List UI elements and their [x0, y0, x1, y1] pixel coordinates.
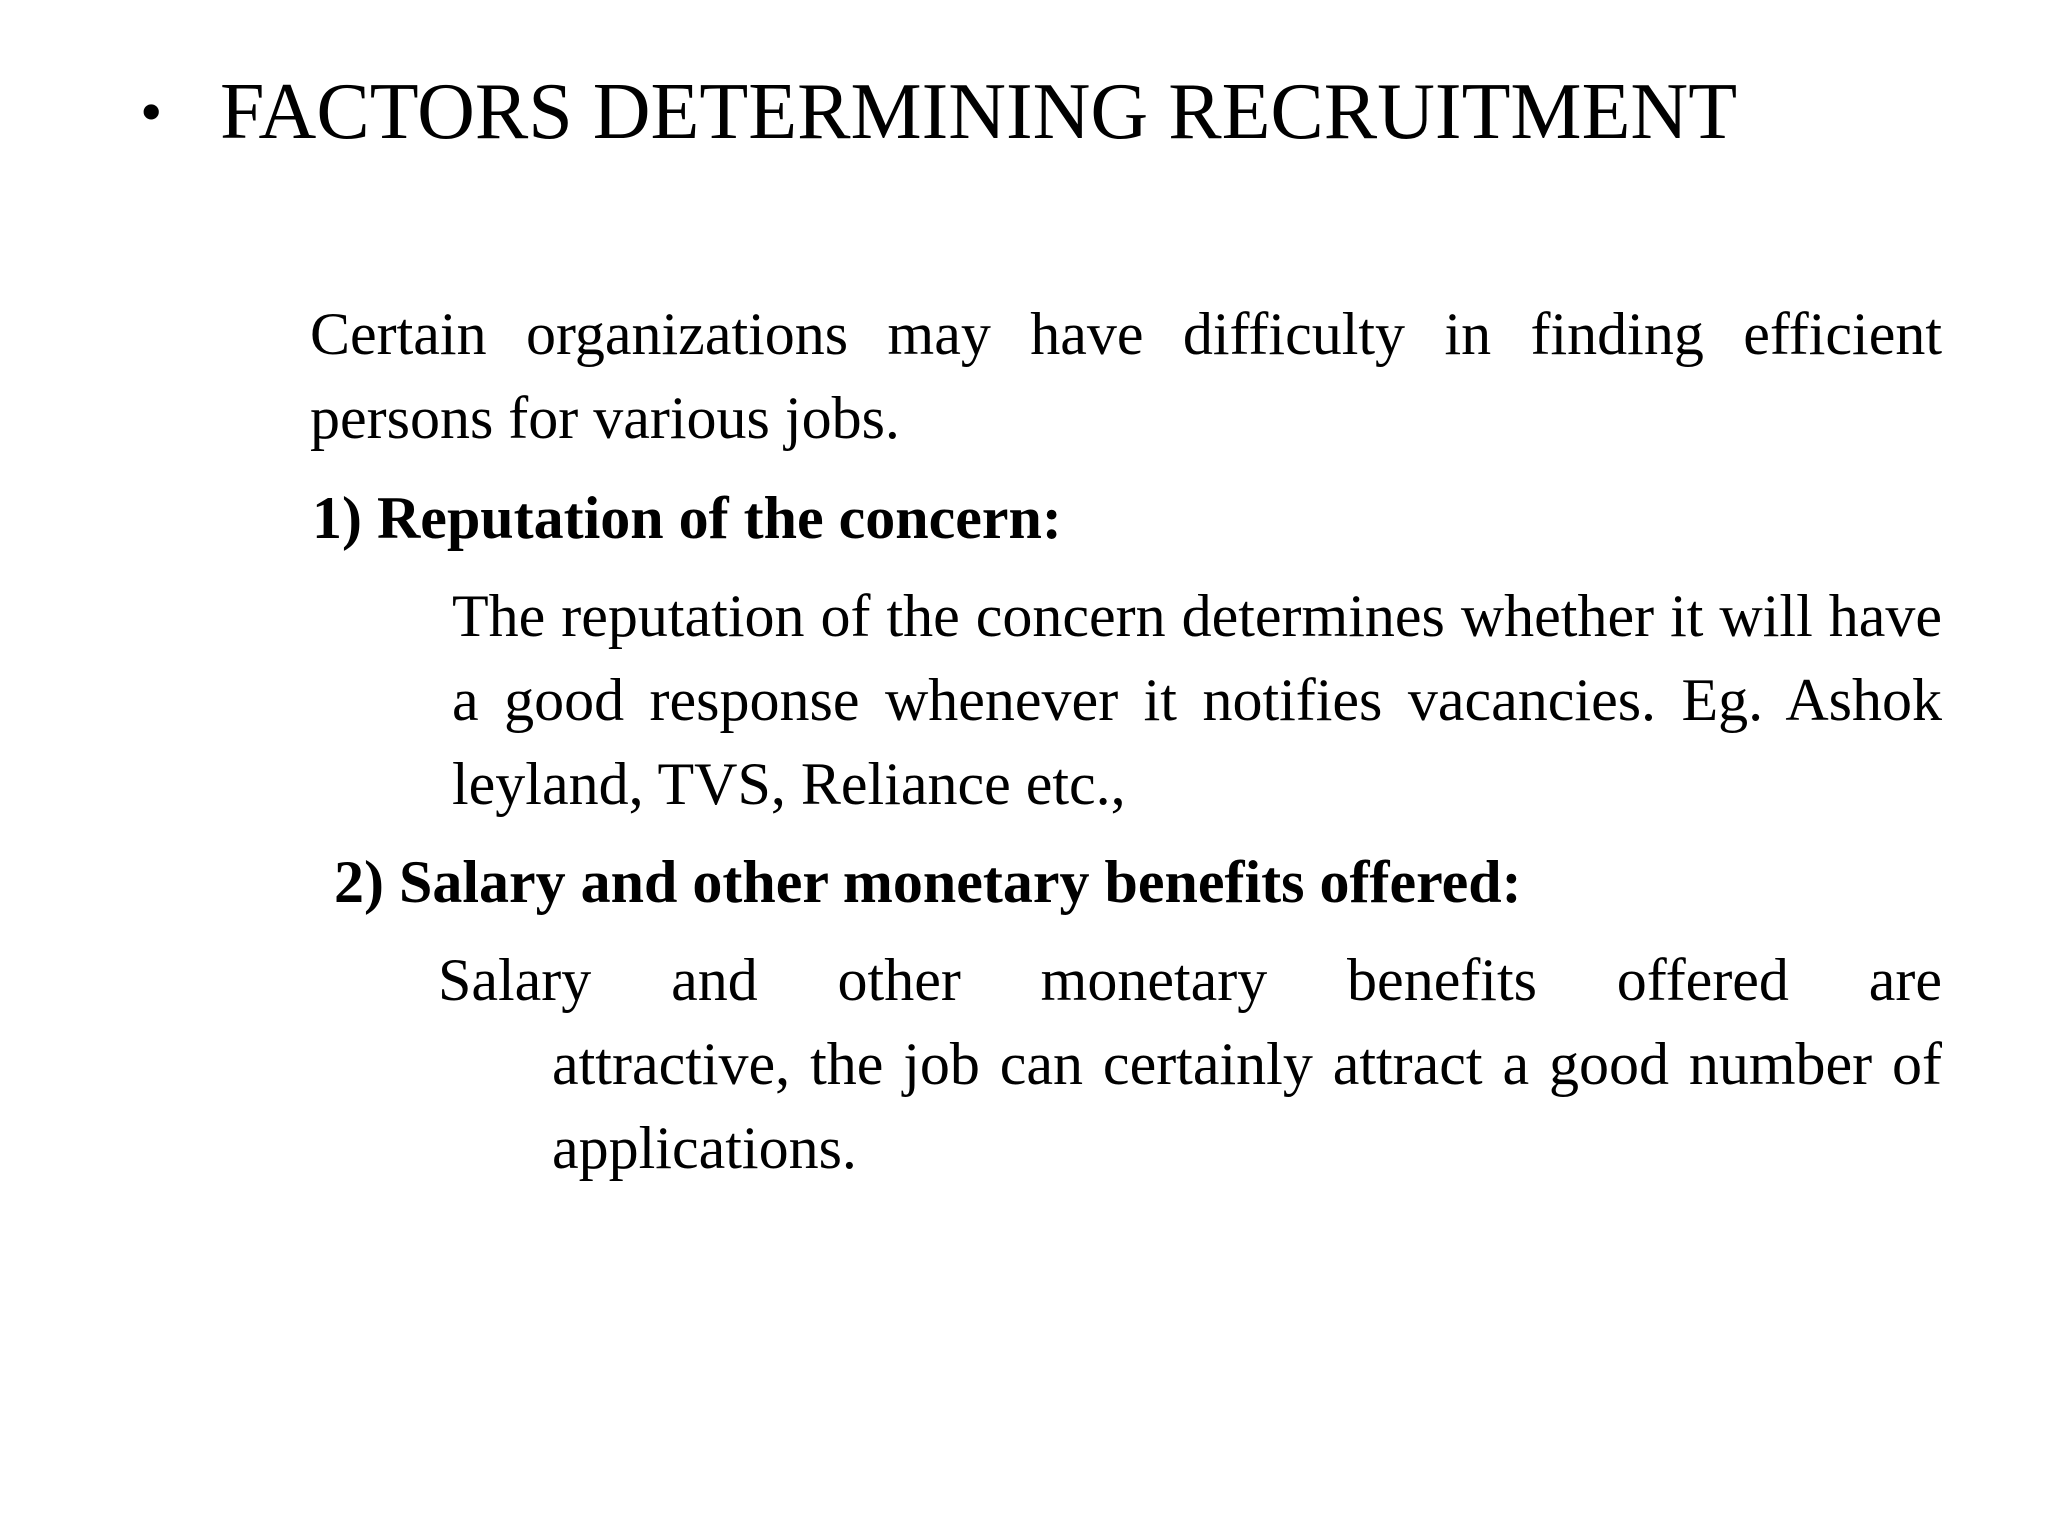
factor-heading-salary: 2) Salary and other monetary benefits offered: — [334, 849, 1522, 915]
factor-body-reputation: The reputation of the concern determines whether it will have a good response whenever it notifies vacancies. Eg. Ashok leyland, TVS, Reliance etc., — [452, 583, 1942, 817]
intro-paragraph: Certain organizations may have difficulty in finding efficient persons for various jobs. — [310, 301, 1942, 451]
bullet-icon: • — [140, 76, 163, 147]
factor-heading-reputation: 1) Reputation of the concern: — [312, 485, 1062, 551]
factor-body-salary-rest: attractive, the job can certainly attract a good number of applications. — [552, 1031, 1942, 1181]
slide-title — [140, 62, 1737, 162]
factor-body-salary-first-line: Salary and other monetary benefits offered are — [438, 947, 1942, 1013]
factor-body-salary — [438, 938, 1942, 1190]
slide-title-text: FACTORS DETERMINING RECRUITMENT — [220, 68, 1738, 156]
